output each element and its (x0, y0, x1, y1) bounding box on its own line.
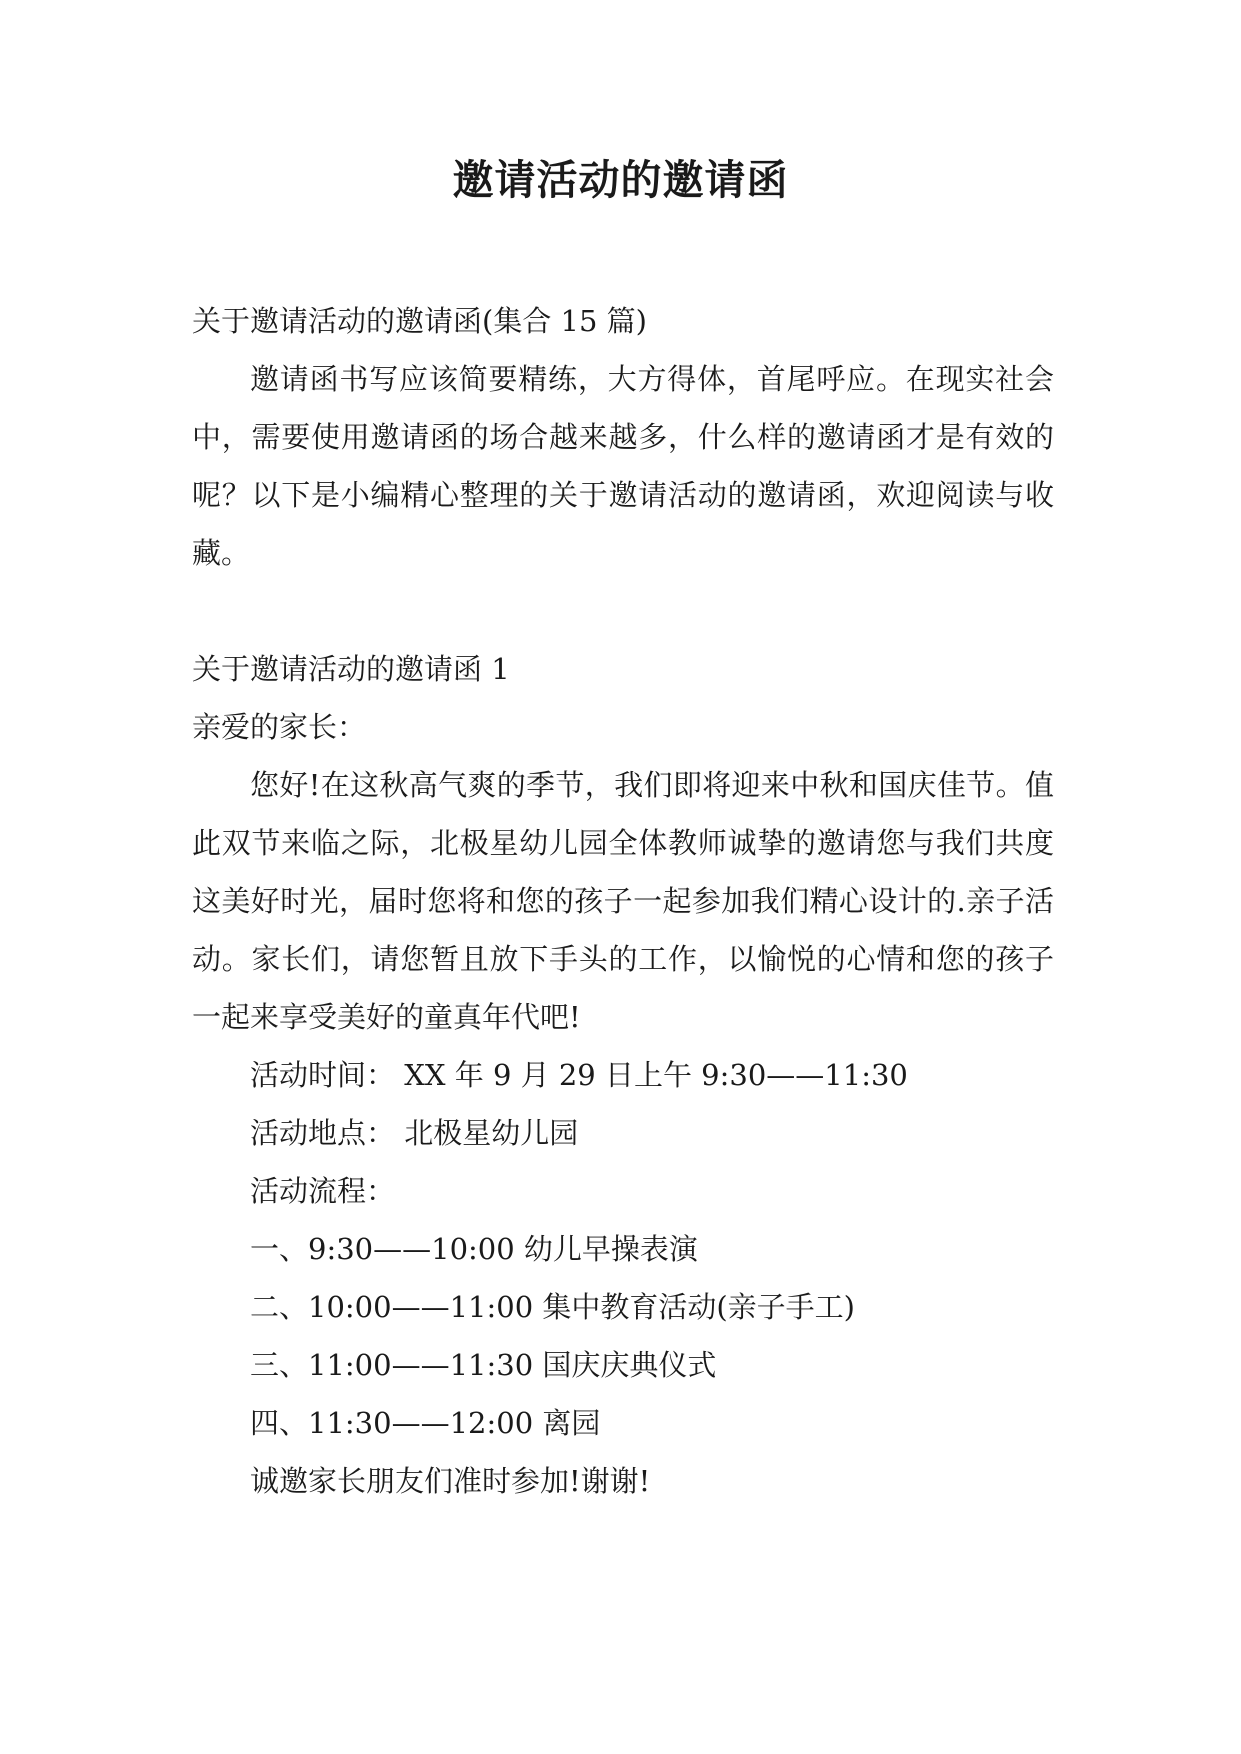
process-step: 二、10:00——11:00 集中教育活动(亲子手工) (250, 1290, 855, 1324)
process-step: 一、9:30——10:00 幼儿早操表演 (250, 1232, 698, 1266)
process-step: 四、11:30——12:00 离园 (250, 1406, 601, 1440)
process-step: 三、11:00——11:30 国庆庆典仪式 (250, 1348, 717, 1382)
invitation-body: 您好!在这秋高气爽的季节，我们即将迎来中秋和国庆佳节。值此双节来临之际，北极星幼儿园全体教师诚挚的邀请您与我们共度这美好时光，届时您将和您的孩子一起参加我们精心设计的.亲子活动。家长们，请您暂且放下手头的工作，以愉悦的心情和您的孩子一起来享受美好的童真年代吧! (192, 768, 1054, 1034)
activity-time: 活动时间： XX 年 9 月 29 日上午 9:30——11:30 (250, 1058, 908, 1092)
activity-place: 活动地点： 北极星幼儿园 (250, 1116, 579, 1150)
section-heading: 关于邀请活动的邀请函 1 (192, 652, 510, 686)
document-title: 邀请活动的邀请函 (452, 156, 789, 204)
collection-subtitle: 关于邀请活动的邀请函(集合 15 篇) (192, 304, 647, 338)
activity-process-label: 活动流程： (250, 1174, 396, 1208)
salutation: 亲爱的家长： (192, 710, 367, 744)
intro-paragraph: 邀请函书写应该简要精练，大方得体，首尾呼应。在现实社会中，需要使用邀请函的场合越来越多，什么样的邀请函才是有效的呢？以下是小编精心整理的关于邀请活动的邀请函，欢迎阅读与收藏。 (192, 362, 1054, 570)
document-body (192, 292, 1054, 1510)
spacer (192, 582, 1054, 640)
closing-line: 诚邀家长朋友们准时参加!谢谢! (250, 1464, 651, 1498)
